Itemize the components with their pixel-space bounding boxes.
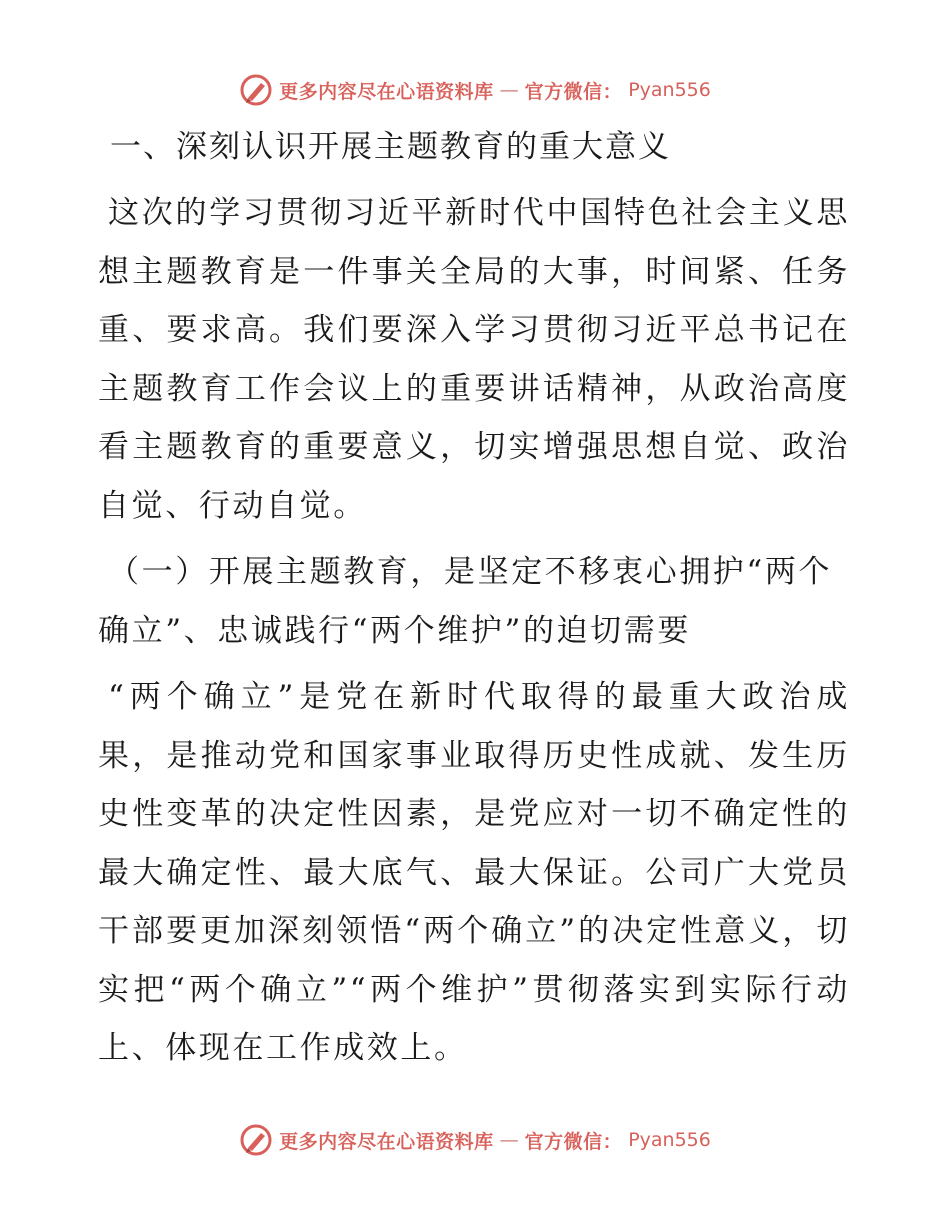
pen-logo-icon: [239, 73, 273, 107]
watermark-account: Pyan556: [628, 1129, 711, 1151]
paragraph-intro: 这次的学习贯彻习近平新时代中国特色社会主义思想主题教育是一件事关全局的大事，时间紧、任务重、要求高。我们要深入学习贯彻习近平总书记在主题教育工作会议上的重要讲话精神，从政治高度看主题教育的重要意义，切实增强思想自觉、政治自觉、行动自觉。: [98, 195, 850, 524]
header-watermark: [0, 70, 950, 110]
watermark-label: 官方微信：: [524, 80, 623, 103]
watermark-separator: —: [499, 79, 519, 101]
watermark-label: 官方微信：: [524, 1130, 623, 1153]
subsection-heading: （一）开展主题教育，是坚定不移衷心拥护“两个确立”、忠诚践行“两个维护”的迫切需要: [98, 554, 833, 649]
watermark-brand: 更多内容尽在心语资料库: [279, 80, 494, 103]
paragraph-two-establishments: “两个确立”是党在新时代取得的最重大政治成果，是推动党和国家事业取得历史性成就、发生历史性变革的决定性因素，是党应对一切不确定性的最大确定性、最大底气、最大保证。公司广大党员干部要更加深刻领悟“两个确立”的决定性意义，切实把“两个确立”“两个维护”贯彻落实到实际行动上、体现在工作成效上。: [98, 679, 850, 1066]
pen-logo-icon: [239, 1123, 273, 1157]
section-heading: 一、深刻认识开展主题教育的重大意义: [110, 129, 671, 165]
footer-watermark: [0, 1120, 950, 1160]
watermark-separator: —: [499, 1129, 519, 1151]
document-body: [98, 118, 850, 1086]
watermark-brand: 更多内容尽在心语资料库: [279, 1130, 494, 1153]
watermark-account: Pyan556: [628, 79, 711, 101]
